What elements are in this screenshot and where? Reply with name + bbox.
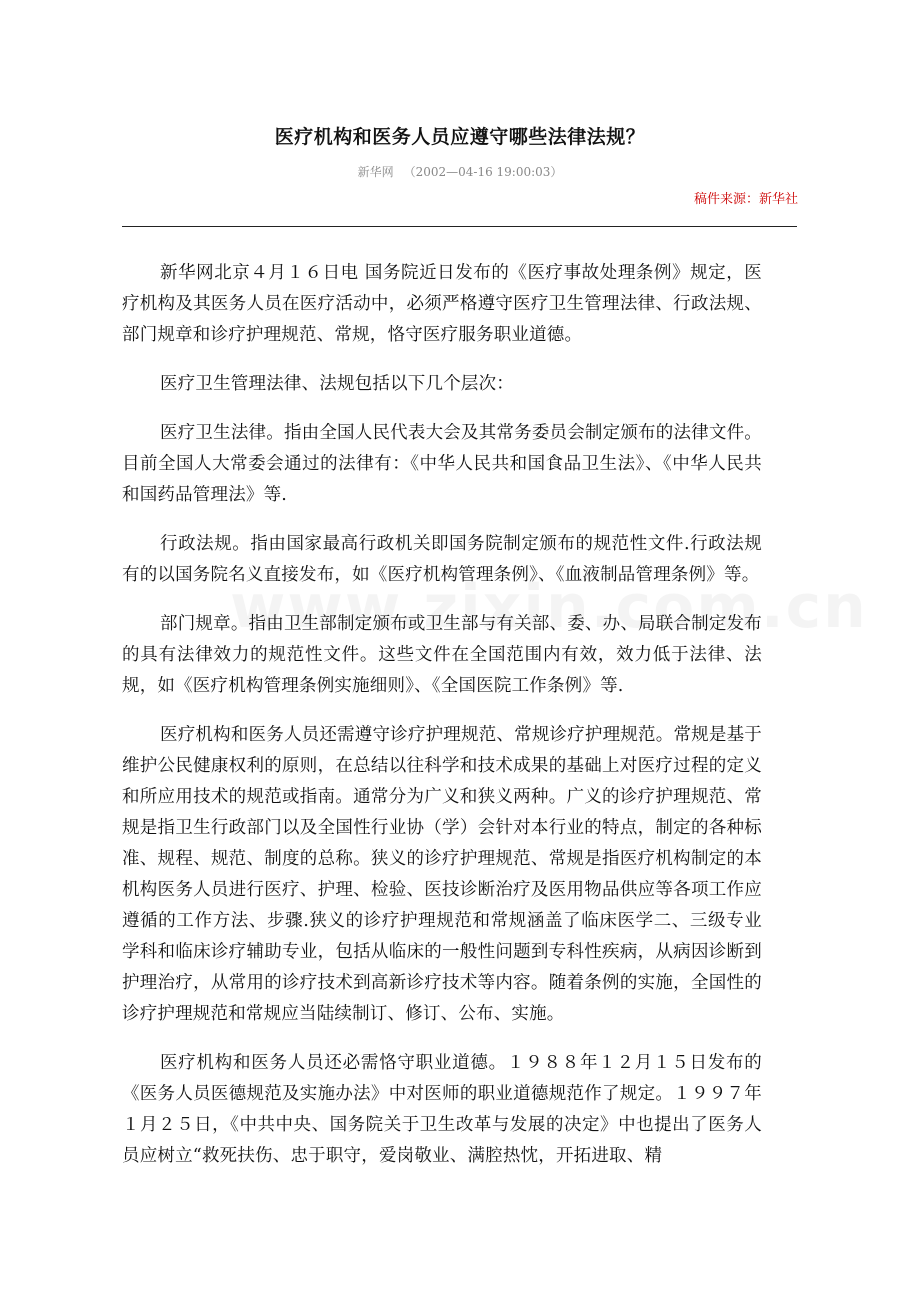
- header-divider: [122, 226, 797, 227]
- paragraph-7: 医疗机构和医务人员还必需恪守职业道德。１９８８年１２月１５日发布的《医务人员医德规范及实施办法》中对医师的职业道德规范作了规定。１９９７年１月２５日，《中共中央、国务院关于卫生改革与发展的决定》中也提出了医务人员应树立“救死扶伤、忠于职守，爱岗敬业、满腔热忱，开拓进取、精: [122, 1053, 762, 1166]
- article-meta: [0, 163, 920, 180]
- article-timestamp: （2002—04-16 19:00:03）: [403, 165, 563, 179]
- paragraph-3: 医疗卫生法律。指由全国人民代表大会及其常务委员会制定颁布的法律文件。目前全国人大常委会通过的法律有：《中华人民共和国食品卫生法》、《中华人民共和国药品管理法》等.: [122, 423, 762, 505]
- paragraph-2: 医疗卫生管理法律、法规包括以下几个层次：: [160, 374, 514, 394]
- article-title: 医疗机构和医务人员应遵守哪些法律法规？: [274, 126, 646, 148]
- paragraph-6: 医疗机构和医务人员还需遵守诊疗护理规范、常规诊疗护理规范。常规是基于维护公民健康权利的原则，在总结以往科学和技术成果的基础上对医疗过程的定义和所应用技术的规范或指南。通常分为广义和狭义两种。广义的诊疗护理规范、常规是指卫生行政部门以及全国性行业协（学）会针对本行业的特点，制定的各种标准、规程、规范、制度的总称。狭义的诊疗护理规范、常规是指医疗机构制定的本机构医务人员进行医疗、护理、检验、医技诊断治疗及医用物品供应等各项工作应遵循的工作方法、步骤.狭义的诊疗护理规范和常规涵盖了临床医学二、三级专业学科和临床诊疗辅助专业，包括从临床的一般性问题到专科性疾病，从病因诊断到护理治疗，从常用的诊疗技术到高新诊疗技术等内容。随着条例的实施，全国性的诊疗护理规范和常规应当陆续制订、修订、公布、实施。: [122, 725, 762, 1024]
- article-outlet: 新华网: [357, 165, 394, 179]
- article-source: 稿件来源：新华社: [693, 192, 798, 207]
- paragraph-1: 新华网北京４月１６日电 国务院近日发布的《医疗事故处理条例》规定，医疗机构及其医务人员在医疗活动中，必须严格遵守医疗卫生管理法律、行政法规、部门规章和诊疗护理规范、常规，恪守医疗服务职业道德。: [122, 263, 762, 345]
- paragraph-5: 部门规章。指由卫生部制定颁布或卫生部与有关部、委、办、局联合制定发布的具有法律效力的规范性文件。这些文件在全国范围内有效，效力低于法律、法规，如《医疗机构管理条例实施细则》、《全国医院工作条例》等.: [122, 614, 762, 696]
- paragraph-4: 行政法规。指由国家最高行政机关即国务院制定颁布的规范性文件.行政法规有的以国务院名义直接发布，如《医疗机构管理条例》、《血液制品管理条例》等。: [122, 534, 762, 585]
- article-body: [122, 258, 762, 1190]
